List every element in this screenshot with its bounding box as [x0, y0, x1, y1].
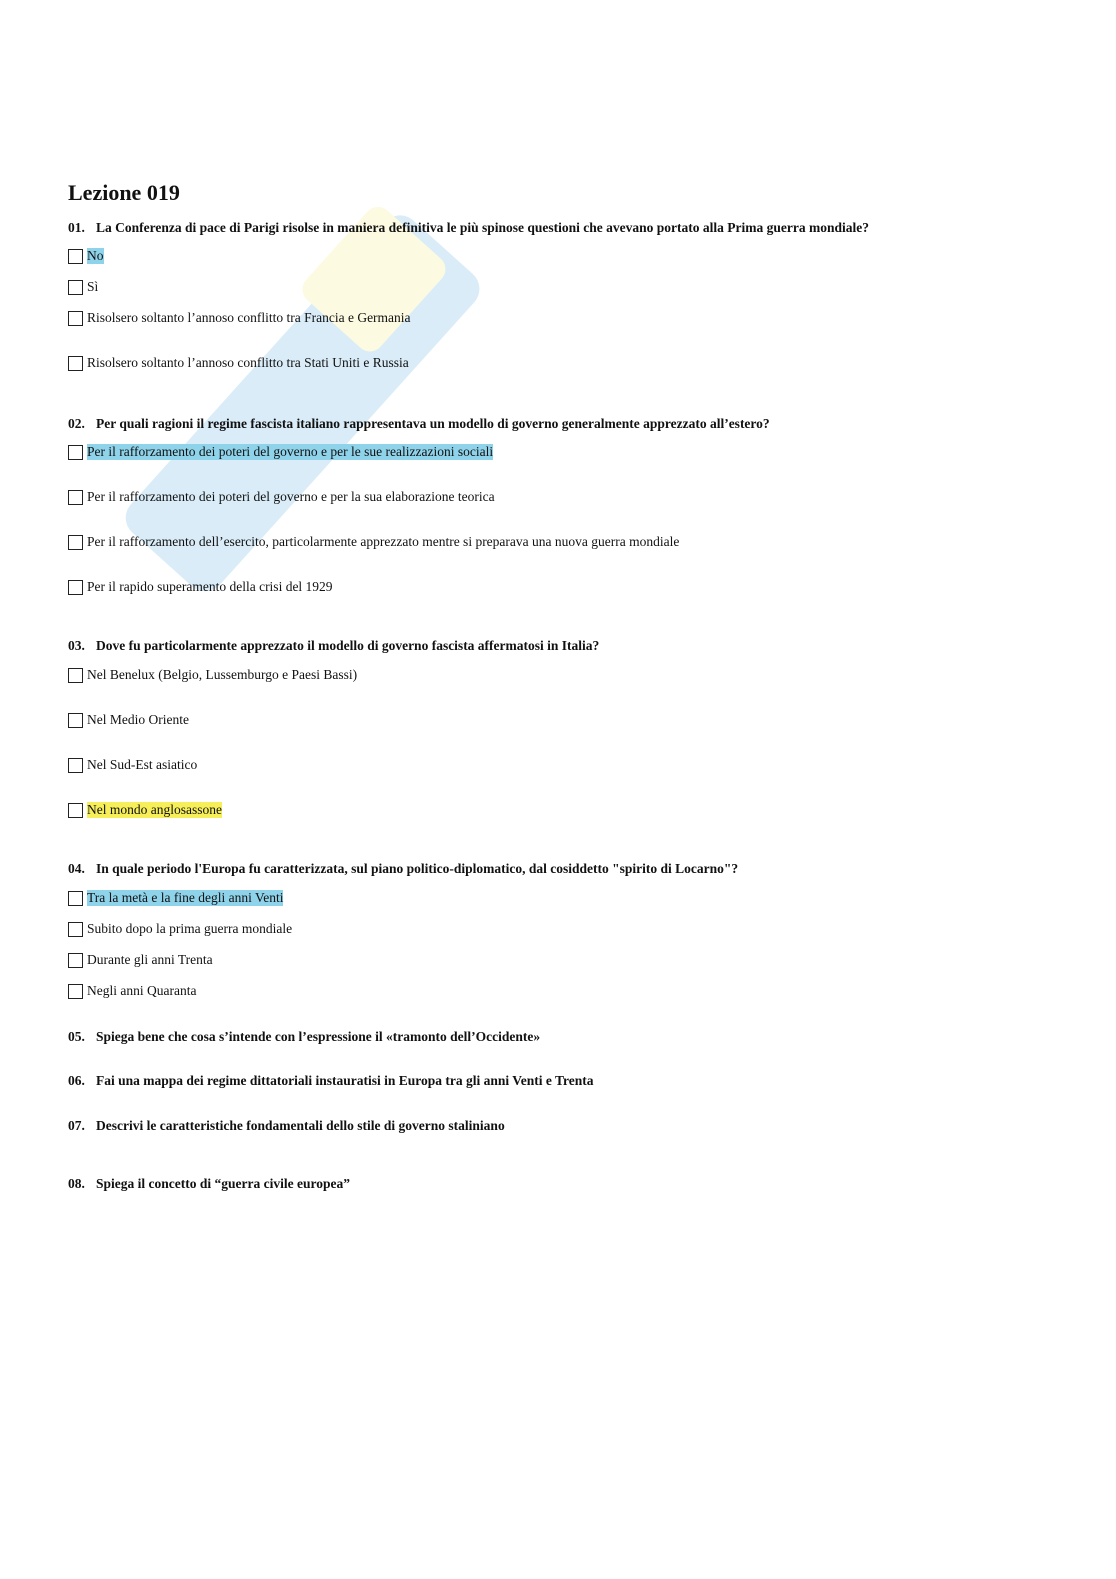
question-text [68, 861, 1048, 877]
answer-label: Subito dopo la prima guerra mondiale [87, 921, 293, 936]
question-number: 06. [68, 1073, 85, 1088]
answer-option[interactable] [68, 757, 197, 773]
answer-label: Nel mondo anglosassone [87, 802, 222, 817]
watermark-logo [90, 170, 530, 650]
answer-label: Sì [87, 279, 99, 294]
checkbox[interactable] [68, 249, 83, 264]
checkbox[interactable] [68, 445, 83, 460]
answer-option[interactable] [68, 534, 679, 550]
answer-label: Nel Sud-Est asiatico [87, 757, 198, 772]
question-number: 07. [68, 1118, 85, 1133]
answer-option[interactable] [68, 310, 411, 326]
question-label: Fai una mappa dei regime dittatoriali instauratisi in Europa tra gli anni Venti e Trenta [96, 1073, 594, 1088]
question-04 [68, 861, 1048, 998]
checkbox[interactable] [68, 984, 83, 999]
checkbox[interactable] [68, 891, 83, 906]
answer-option[interactable] [68, 355, 409, 371]
question-label: Dove fu particolarmente apprezzato il modello di governo fascista affermatosi in Italia? [96, 638, 600, 653]
answer-option[interactable] [68, 279, 98, 295]
checkbox[interactable] [68, 311, 83, 326]
checkbox[interactable] [68, 668, 83, 683]
answer-option[interactable] [68, 952, 213, 968]
answer-option[interactable] [68, 712, 189, 728]
answer-label: Risolsero soltanto l’annoso conflitto tra Francia e Germania [87, 310, 411, 325]
checkbox[interactable] [68, 535, 83, 550]
answer-label: Per il rafforzamento dei poteri del governo e per le sue realizzazioni sociali [87, 444, 494, 459]
question-02 [68, 416, 1048, 594]
question-number: 08. [68, 1176, 85, 1191]
question-label: Per quali ragioni il regime fascista italiano rappresentava un modello di governo generalmente apprezzato all’estero? [96, 416, 770, 431]
question-text [68, 638, 1048, 654]
question-label: In quale periodo l'Europa fu caratterizzata, sul piano politico-diplomatico, dal cosiddetto "spirito di Locarno"? [96, 861, 739, 876]
checkbox[interactable] [68, 580, 83, 595]
question-label: Spiega bene che cosa s’intende con l’espressione il «tramonto dell’Occidente» [96, 1029, 541, 1044]
checkbox[interactable] [68, 953, 83, 968]
answer-label: Tra la metà e la fine degli anni Venti [87, 890, 284, 905]
answer-option[interactable] [68, 248, 104, 264]
answer-label: Per il rafforzamento dell’esercito, particolarmente apprezzato mentre si preparava una nuova guerra mondiale [87, 534, 680, 549]
checkbox[interactable] [68, 490, 83, 505]
question-01 [68, 220, 1048, 370]
checkbox[interactable] [68, 713, 83, 728]
document-page [68, 180, 1048, 1191]
question-label: Descrivi le caratteristiche fondamentali dello stile di governo staliniano [96, 1118, 505, 1133]
question-06 [68, 1073, 1048, 1089]
answer-label: No [87, 248, 104, 263]
question-number: 02. [68, 416, 85, 431]
question-08 [68, 1176, 1048, 1192]
answer-label: Durante gli anni Trenta [87, 952, 213, 967]
answer-option[interactable] [68, 921, 292, 937]
answer-label: Risolsero soltanto l’annoso conflitto tra Stati Uniti e Russia [87, 355, 409, 370]
answer-option[interactable] [68, 983, 196, 999]
question-03 [68, 638, 1048, 817]
question-label: Spiega il concetto di “guerra civile europea” [96, 1176, 350, 1191]
answer-option[interactable] [68, 579, 333, 595]
checkbox[interactable] [68, 922, 83, 937]
page-title: Lezione 019 [68, 180, 180, 205]
answer-label: Negli anni Quaranta [87, 983, 197, 998]
answer-option[interactable] [68, 667, 357, 683]
checkbox[interactable] [68, 356, 83, 371]
question-number: 03. [68, 638, 85, 653]
checkbox[interactable] [68, 758, 83, 773]
checkbox[interactable] [68, 803, 83, 818]
answer-option[interactable] [68, 890, 283, 906]
question-05 [68, 1029, 1048, 1045]
question-label: La Conferenza di pace di Parigi risolse in maniera definitiva le più spinose questioni che avevano portato alla Prima guerra mondiale? [96, 220, 869, 235]
answer-label: Per il rafforzamento dei poteri del governo e per la sua elaborazione teorica [87, 489, 495, 504]
question-07 [68, 1118, 1048, 1134]
answer-option[interactable] [68, 489, 495, 505]
answer-label: Nel Benelux (Belgio, Lussemburgo e Paesi Bassi) [87, 667, 358, 682]
question-number: 04. [68, 861, 85, 876]
answer-option[interactable] [68, 802, 222, 818]
answer-label: Nel Medio Oriente [87, 712, 189, 727]
question-number: 01. [68, 220, 85, 235]
answer-option[interactable] [68, 444, 493, 460]
question-number: 05. [68, 1029, 85, 1044]
question-text [68, 416, 1048, 432]
question-text [68, 220, 1048, 236]
checkbox[interactable] [68, 280, 83, 295]
answer-label: Per il rapido superamento della crisi del 1929 [87, 579, 333, 594]
